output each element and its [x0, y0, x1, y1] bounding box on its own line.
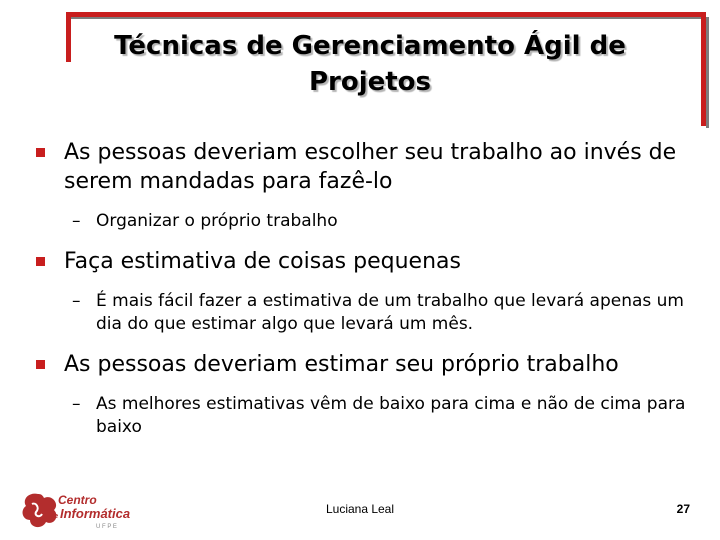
dash-marker: –: [72, 211, 81, 231]
bullet-item: [36, 247, 696, 276]
dash-marker: –: [72, 291, 81, 311]
frame-shadow-right: [706, 17, 709, 128]
logo-line2-prefix: de: [50, 513, 59, 520]
frame-shadow-top: [71, 17, 701, 19]
bullet-item: [36, 138, 696, 196]
sub-bullet-item: [36, 210, 696, 233]
sub-bullet-text: É mais fácil fazer a estimativa de um trabalho que levará apenas um dia do que estimar algo que levará um mês.: [96, 291, 684, 334]
frame-top-bar: [66, 12, 706, 17]
footer-page-number: 27: [676, 502, 690, 516]
footer-author: Luciana Leal: [325, 502, 395, 516]
bullet-item: [36, 350, 696, 379]
logo-line2: Informática: [60, 506, 131, 521]
bullet-text: As pessoas deveriam escolher seu trabalho ao invés de serem mandadas para fazê-lo: [64, 140, 677, 194]
dash-marker: –: [72, 394, 81, 414]
bullet-list: [36, 138, 696, 453]
logo-line1: Centro: [58, 493, 97, 507]
sub-bullet-text: As melhores estimativas vêm de baixo para cima e não de cima para baixo: [96, 394, 686, 437]
bullet-text: Faça estimativa de coisas pequenas: [64, 249, 461, 274]
square-bullet-icon: [36, 148, 45, 157]
sub-bullet-item: [36, 290, 696, 336]
square-bullet-icon: [36, 257, 45, 266]
sub-bullet-text: Organizar o próprio trabalho: [96, 211, 338, 231]
slide-title: Técnicas de Gerenciamento Ágil de Projetos: [114, 31, 626, 97]
square-bullet-icon: [36, 360, 45, 369]
frame-right-bar: [701, 12, 706, 126]
sub-bullet-item: [36, 393, 696, 439]
bullet-text: As pessoas deveriam estimar seu próprio trabalho: [64, 352, 619, 377]
centro-de-informatica-logo: [16, 486, 140, 534]
logo-line3: U F P E: [96, 524, 117, 530]
logo-graphic-icon: [16, 486, 140, 534]
